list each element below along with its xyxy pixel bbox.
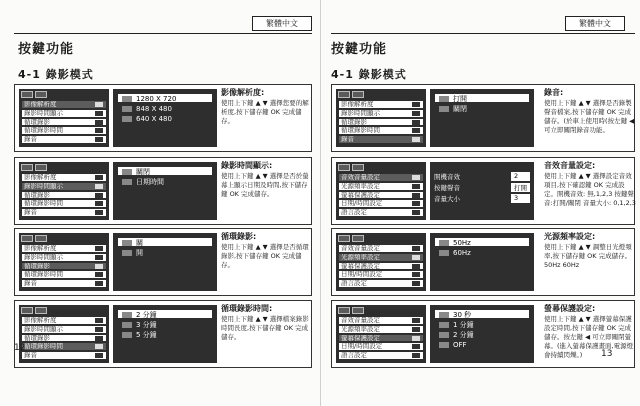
option-label: 2 分鐘 [453,331,474,339]
option-icon [439,322,449,328]
menu-item-label: 影像解析度 [24,173,57,181]
description-title: 錄音: [544,88,564,97]
menu-item-label: 循環錄影 [24,190,50,199]
menu-tab-icon [352,235,364,242]
menu-tab-icon [352,164,364,171]
option-icon [122,106,132,112]
menu-item[interactable] [338,316,424,325]
option-item[interactable] [117,247,213,257]
menu-tabs [338,91,424,99]
menu-item-label: 錄影時間顯示 [24,181,63,190]
menu-item-icon [95,175,103,180]
menu-item-icon [95,327,103,332]
menu-item-icon [412,281,420,286]
menu-item-label: 語言設定 [341,208,367,217]
menu-item-label: 影像解析度 [24,316,57,324]
menu-item[interactable] [338,126,424,135]
menu-item-icon [95,246,103,251]
menu-screen-section [331,157,635,225]
menu-screen-section [331,84,635,152]
menu-item-label: 循環錄影時間 [24,270,63,279]
menu-item-label: 光源頻率設定 [341,252,380,261]
description [221,87,313,126]
option-item[interactable] [117,166,213,176]
menu-item-label: 循環錄影 [24,333,50,342]
menu-tab-icon [35,307,47,314]
option-item[interactable] [117,319,213,329]
menu-item-label: 錄影時間顯示 [24,324,63,333]
menu-item[interactable] [338,244,424,253]
menu-item[interactable] [21,126,107,135]
menu-tabs [21,235,107,243]
menu-item-icon [412,246,420,251]
menu-tabs [21,164,107,172]
menu-item-label: 螢幕保護設定 [341,333,380,342]
menu-tab-icon [338,164,350,171]
menu-item[interactable] [21,208,107,217]
option-panel [113,233,217,291]
option-item[interactable] [117,93,213,103]
menu-item[interactable] [21,199,107,208]
option-panel [430,233,534,291]
menu-item-label: 循環錄影 [24,261,50,270]
option-icon [122,322,132,328]
camera-menu-panel [19,162,109,220]
menu-item[interactable] [21,279,107,288]
menu-item-label: 日期/時間設定 [341,342,383,351]
menu-tabs [338,164,424,172]
menu-tab-icon [35,164,47,171]
menu-item[interactable] [21,182,107,191]
option-label: 2 分鐘 [136,311,157,319]
menu-item-icon [95,137,103,142]
option-item[interactable] [117,329,213,339]
page-title: 按鍵功能 [18,42,75,57]
language-tag: 繁體中文 [252,16,312,31]
menu-item-label: 音效音量設定 [341,316,380,324]
camera-menu-panel [19,305,109,363]
description-title: 螢幕保護設定: [544,304,596,313]
menu-item-icon [412,327,420,332]
menu-item[interactable] [21,351,107,360]
menu-tabs [21,91,107,99]
menu-item-icon [95,344,103,349]
option-item[interactable] [434,329,530,339]
menu-item-label: 語言設定 [341,279,367,288]
menu-item-icon [412,264,420,269]
menu-item[interactable] [21,342,107,351]
menu-item[interactable] [21,173,107,182]
description [544,87,636,135]
option-icon [439,250,449,256]
menu-tab-icon [352,91,364,98]
menu-item-label: 錄音 [24,208,37,217]
page-number: 13 [601,349,613,359]
camera-menu-panel [336,233,426,291]
menu-item[interactable] [21,262,107,271]
description-text: 使用上下鍵 ▲ ▼ 選擇設定音效項目,按下確認鍵 OK 完成設定。開機音效: 無,1,2,3 按鍵聲音:打開/關閉 音量大小: 0,1,2,3 [544,172,636,207]
menu-item[interactable] [21,135,107,144]
menu-item-label: 錄影時間顯示 [341,108,380,117]
option-icon [439,240,449,246]
option-label: 日期時間 [136,178,164,186]
menu-item-icon [412,318,420,323]
option-icon [439,332,449,338]
menu-item-label: 循環錄影時間 [341,126,380,135]
menu-item-label: 錄音 [341,135,354,144]
menu-item[interactable] [338,182,424,191]
description-text: 使用上下鍵 ▲ ▼ 選擇是否於螢幕上顯示日期及時間,按下儲存鍵 OK 完成儲存。 [221,172,309,198]
description-text: 使用上下鍵 ▲ ▼ 調整日光燈頻率,按下儲存鍵 OK 完成儲存。50Hz 60Hz [544,243,632,269]
menu-item-label: 日期/時間設定 [341,270,383,279]
menu-item[interactable] [21,270,107,279]
option-icon [439,312,449,318]
menu-tab-icon [338,91,350,98]
page-number: 12 [14,343,26,353]
option-item[interactable] [434,93,530,103]
option-label: 5 分鐘 [136,331,157,339]
menu-item[interactable] [338,191,424,200]
menu-item-icon [95,281,103,286]
menu-item[interactable] [21,100,107,109]
option-icon [439,96,449,102]
menu-item[interactable] [21,334,107,343]
setting-value[interactable]: 2 [511,172,530,181]
menu-item-label: 語言設定 [341,351,367,360]
menu-tabs [21,307,107,315]
menu-item-icon [95,128,103,133]
camera-menu-panel [336,162,426,220]
sound-settings-grid [434,172,530,203]
description-title: 光源頻率設定: [544,232,596,241]
menu-screen-section [14,300,312,368]
setting-value[interactable]: 3 [511,194,530,203]
menu-item[interactable] [338,270,424,279]
menu-item-label: 光源頻率設定 [341,181,380,190]
description-text: 使用上下鍵 ▲ ▼ 選擇您要的解析度,按下儲存鍵 OK 完成儲存。 [221,99,309,125]
menu-item[interactable] [21,118,107,127]
option-label: 開 [136,249,143,257]
menu-item-label: 影像解析度 [24,244,57,252]
menu-item-icon [412,128,420,133]
menu-screen-section [14,84,312,152]
menu-item[interactable] [21,191,107,200]
menu-item-label: 影像解析度 [341,100,374,108]
option-label: 3 分鐘 [136,321,157,329]
menu-item[interactable] [338,262,424,271]
menu-item-icon [412,175,420,180]
setting-value[interactable]: 打開 [511,183,530,192]
option-panel [430,305,534,363]
option-label: 30 秒 [453,311,472,319]
description-text: 使用上下鍵 ▲ ▼ 選擇是否循環錄影,按下儲存鍵 OK 完成儲存。 [221,243,309,269]
option-icon [122,169,132,175]
menu-item[interactable] [21,325,107,334]
option-label: 640 X 480 [136,115,172,123]
menu-item-label: 日期/時間設定 [341,199,383,208]
setting-name: 按鍵聲音 [434,184,460,192]
menu-item[interactable] [21,244,107,253]
option-item[interactable] [117,237,213,247]
option-panel [113,89,217,147]
option-item[interactable] [117,103,213,113]
menu-item-icon [412,137,420,142]
menu-item-icon [95,120,103,125]
menu-item-icon [95,272,103,277]
menu-tab-icon [35,91,47,98]
menu-tab-icon [21,91,33,98]
menu-item[interactable] [338,208,424,217]
menu-item-label: 錄影時間顯示 [24,108,63,117]
option-item[interactable] [434,339,530,349]
section-subtitle: 4-1 錄影模式 [331,68,407,81]
menu-item-label: 影像解析度 [24,100,57,108]
header-rule [331,33,635,34]
menu-item-icon [412,102,420,107]
camera-menu-panel [336,305,426,363]
menu-item-label: 循環錄影 [341,117,367,126]
option-label: 60Hz [453,249,471,257]
menu-item-icon [412,353,420,358]
menu-item[interactable] [338,199,424,208]
menu-item[interactable] [338,279,424,288]
menu-item[interactable] [338,342,424,351]
menu-item-label: 音效音量設定 [341,173,380,181]
description [221,231,313,270]
option-label: 關閉 [453,105,467,113]
option-icon [439,342,449,348]
menu-item-label: 循環錄影 [24,117,50,126]
camera-menu-panel [19,89,109,147]
menu-item-icon [95,193,103,198]
setting-name: 開機音效 [434,173,460,181]
option-icon [122,116,132,122]
menu-item-label: 錄音 [24,279,37,288]
menu-item-icon [412,272,420,277]
option-icon [122,332,132,338]
menu-item-icon [95,318,103,323]
menu-item[interactable] [338,109,424,118]
option-item[interactable] [117,176,213,186]
option-item[interactable] [117,113,213,123]
description-title: 循環錄影: [221,232,257,241]
option-panel [430,89,534,147]
menu-screen-section [331,300,635,368]
menu-screen-section [14,157,312,225]
option-icon [122,250,132,256]
camera-menu-panel [336,89,426,147]
menu-item-label: 光源頻率設定 [341,324,380,333]
description [544,160,636,208]
description [544,231,636,270]
menu-item[interactable] [338,253,424,262]
menu-tab-icon [338,307,350,314]
menu-screen-section [14,228,312,296]
option-item[interactable] [434,319,530,329]
menu-item-icon [95,255,103,260]
description [544,303,636,360]
menu-item-icon [95,111,103,116]
description [221,303,313,342]
option-label: 1 分鐘 [453,321,474,329]
menu-item[interactable] [338,334,424,343]
menu-item-icon [412,336,420,341]
menu-tabs [338,235,424,243]
description-title: 循環錄影時間: [221,304,273,313]
option-icon [122,312,132,318]
menu-item-label: 錄影時間顯示 [24,252,63,261]
option-label: 關 [136,239,143,247]
menu-item[interactable] [21,109,107,118]
menu-item[interactable] [21,253,107,262]
option-label: 1280 X 720 [136,95,177,103]
option-label: 打開 [453,95,467,103]
description-text: 使用上下鍵 ▲ ▼ 選擇檔案錄影時間長度,按下儲存鍵 OK 完成儲存。 [221,315,309,341]
page-title: 按鍵功能 [331,42,388,57]
description [221,160,313,199]
menu-screen-section [331,228,635,296]
menu-item-label: 循環錄影時間 [24,199,63,208]
option-icon [122,179,132,185]
menu-item[interactable] [338,135,424,144]
menu-tab-icon [21,164,33,171]
menu-tab-icon [338,235,350,242]
option-label: 50Hz [453,239,471,247]
camera-menu-panel [19,233,109,291]
menu-item[interactable] [338,118,424,127]
menu-item-label: 循環錄影時間 [24,342,63,351]
menu-item-icon [95,264,103,269]
description-title: 音效音量設定: [544,161,596,170]
description-text: 使用上下鍵 ▲ ▼ 選擇螢幕保護設定時間,按下儲存鍵 OK 完成儲存。按左鍵 ◀ 可立即關閉螢幕。(進入螢幕保護畫面,電源燈會持續閃爍。) [544,315,634,359]
setting-name: 音量大小 [434,195,460,203]
menu-item-icon [412,201,420,206]
menu-item-icon [412,193,420,198]
menu-item-icon [95,210,103,215]
menu-item-icon [412,184,420,189]
option-item[interactable] [117,309,213,319]
menu-item-icon [95,102,103,107]
menu-item-icon [412,120,420,125]
section-subtitle: 4-1 錄影模式 [18,68,94,81]
menu-item-icon [412,210,420,215]
menu-item-label: 循環錄影時間 [24,126,63,135]
menu-item-icon [95,336,103,341]
menu-item-label: 螢幕保護設定 [341,261,380,270]
option-icon [122,240,132,246]
menu-item[interactable] [338,351,424,360]
option-panel [113,162,217,220]
menu-tab-icon [352,307,364,314]
menu-tab-icon [21,235,33,242]
option-icon [122,96,132,102]
menu-item[interactable] [338,325,424,334]
description-text: 使用上下鍵 ▲ ▼ 選擇是否錄製聲音檔案,按下儲存鍵 OK 完成儲存。(於車上使用時(按左鍵 ◀ 可立即關閉錄音功能。 [544,99,635,134]
menu-item-label: 錄音 [24,135,37,144]
menu-item-icon [95,201,103,206]
menu-item-label: 螢幕保護設定 [341,190,380,199]
menu-item-icon [95,353,103,358]
right-page [320,0,640,406]
menu-tab-icon [21,307,33,314]
language-tag: 繁體中文 [565,16,625,31]
option-icon [439,106,449,112]
option-label: 848 X 480 [136,105,172,113]
description-title: 錄影時間顯示: [221,161,273,170]
option-item[interactable] [434,247,530,257]
menu-item[interactable] [338,100,424,109]
menu-tabs [338,307,424,315]
header-rule [14,33,312,34]
option-panel [113,305,217,363]
menu-item-icon [412,255,420,260]
menu-item-label: 錄音 [24,351,37,360]
menu-item-icon [95,184,103,189]
menu-tab-icon [35,235,47,242]
menu-item[interactable] [21,316,107,325]
menu-item[interactable] [338,173,424,182]
option-item[interactable] [434,237,530,247]
menu-item-label: 音效音量設定 [341,244,380,252]
menu-item-icon [412,344,420,349]
option-label: OFF [453,341,467,349]
option-panel [430,162,534,220]
menu-item-icon [412,111,420,116]
option-item[interactable] [434,103,530,113]
option-item[interactable] [434,309,530,319]
description-title: 影像解析度: [221,88,265,97]
option-label: 關閉 [136,168,150,176]
